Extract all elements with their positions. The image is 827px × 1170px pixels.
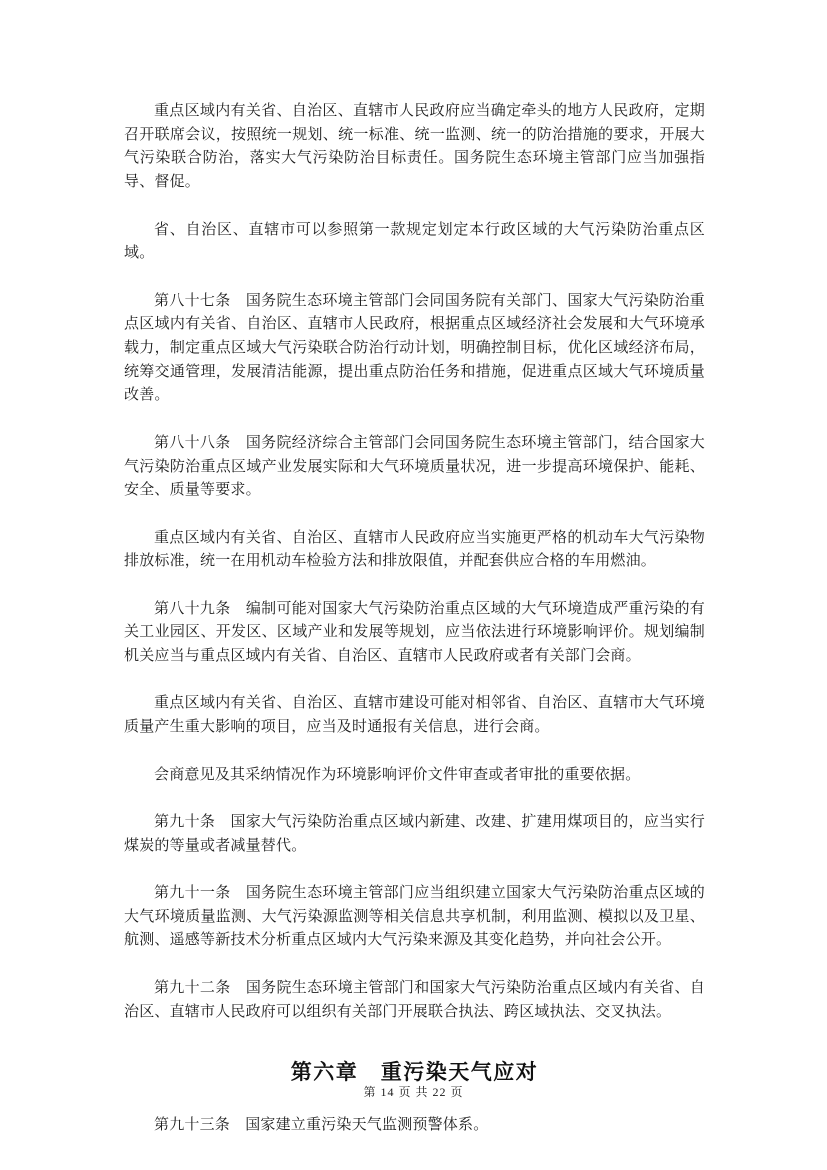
paragraph: 重点区域内有关省、自治区、直辖市建设可能对相邻省、自治区、直辖市大气环境质量产生重大影响的项目，应当及时通报有关信息，进行会商。 xyxy=(124,695,705,736)
page-footer: 第 14 页 共 22 页 xyxy=(363,1085,464,1099)
chapter-heading: 第六章 重污染天气应对 xyxy=(290,1061,539,1085)
paragraph-article-91: 第九十一条 国务院生态环境主管部门应当组织建立国家大气污染防治重点区域的大气环境质量监测、大气污染源监测等相关信息共享机制，利用监测、模拟以及卫星、航测、遥感等新技术分析重点区域内大气污染来源及其变化趋势，并向社会公开。 xyxy=(124,885,705,949)
paragraph-article-92: 第九十二条 国务院生态环境主管部门和国家大气污染防治重点区域内有关省、自治区、直辖市人民政府可以组织有关部门开展联合执法、跨区域执法、交叉执法。 xyxy=(124,979,705,1020)
document-body xyxy=(124,100,705,1138)
paragraph-article-90: 第九十条 国家大气污染防治重点区域内新建、改建、扩建用煤项目的，应当实行煤炭的等量或者减量替代。 xyxy=(124,813,705,854)
paragraph: 省、自治区、直辖市可以参照第一款规定划定本行政区域的大气污染防治重点区域。 xyxy=(124,221,705,262)
paragraph: 重点区域内有关省、自治区、直辖市人民政府应当实施更严格的机动车大气污染物排放标准，统一在用机动车检验方法和排放限值，并配套供应合格的车用燃油。 xyxy=(124,529,705,570)
paragraph-article-93: 第九十三条 国家建立重污染天气监测预警体系。 xyxy=(154,1117,489,1134)
paragraph: 重点区域内有关省、自治区、直辖市人民政府应当确定牵头的地方人民政府，定期召开联席会议，按照统一规划、统一标准、统一监测、统一的防治措施的要求，开展大气污染联合防治，落实大气污染防治目标责任。国务院生态环境主管部门应当加强指导、督促。 xyxy=(124,103,705,191)
paragraph-article-87: 第八十七条 国务院生态环境主管部门会同国务院有关部门、国家大气污染防治重点区域内有关省、自治区、直辖市人民政府，根据重点区域经济社会发展和大气环境承载力，制定重点区域大气污染联合防治行动计划，明确控制目标，优化区域经济布局，统筹交通管理，发展清洁能源，提出重点防治任务和措施，促进重点区域大气环境质量改善。 xyxy=(124,292,705,404)
paragraph-article-88: 第八十八条 国务院经济综合主管部门会同国务院生态环境主管部门，结合国家大气污染防治重点区域产业发展实际和大气环境质量状况，进一步提高环境保护、能耗、安全、质量等要求。 xyxy=(124,434,705,499)
paragraph-article-89: 第八十九条 编制可能对国家大气污染防治重点区域的大气环境造成严重污染的有关工业园区、开发区、区域产业和发展等规划，应当依法进行环境影响评价。规划编制机关应当与重点区域内有关省、自治区、直辖市人民政府或者有关部门会商。 xyxy=(124,600,705,665)
paragraph: 会商意见及其采纳情况作为环境影响评价文件审查或者审批的重要依据。 xyxy=(154,766,641,783)
